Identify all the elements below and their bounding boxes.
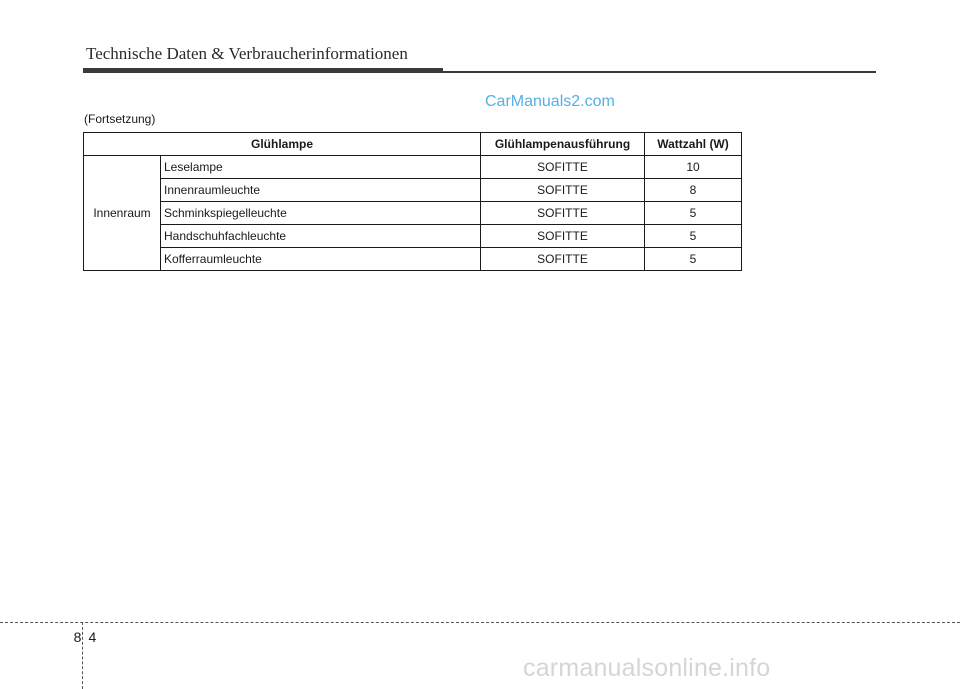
table-row	[84, 179, 742, 202]
continuation-label: (Fortsetzung)	[84, 112, 156, 126]
page-number	[72, 629, 98, 645]
bulb-type-cell: SOFITTE	[481, 225, 645, 248]
bulb-wattage-cell: 5	[645, 202, 742, 225]
page-header-title: Technische Daten & Verbraucherinformationen	[86, 44, 408, 63]
bulb-wattage-cell: 10	[645, 156, 742, 179]
bulb-spec-table	[83, 132, 742, 271]
group-cell-interior: Innenraum	[84, 156, 161, 271]
table-row	[84, 202, 742, 225]
bulb-wattage-cell: 5	[645, 248, 742, 271]
bulb-name-cell: Handschuhfachleuchte	[161, 225, 481, 248]
bulb-type-cell: SOFITTE	[481, 156, 645, 179]
bulb-type-cell: SOFITTE	[481, 248, 645, 271]
bulb-type-cell: SOFITTE	[481, 179, 645, 202]
page-chapter-number: 8	[73, 629, 82, 645]
footer-divider-horizontal	[0, 622, 960, 623]
bulb-name-cell: Schminkspiegelleuchte	[161, 202, 481, 225]
header-rule-thin	[83, 71, 876, 73]
bulb-name-cell: Leselampe	[161, 156, 481, 179]
column-header-bulb-type: Glühlampenausführung	[481, 133, 645, 156]
bulb-type-cell: SOFITTE	[481, 202, 645, 225]
table-row	[84, 156, 742, 179]
bulb-name-cell: Kofferraumleuchte	[161, 248, 481, 271]
footer-watermark: carmanualsonline.info	[523, 654, 771, 682]
watermark-logo[interactable]: CarManuals2.com	[485, 93, 615, 110]
column-header-wattage: Wattzahl (W)	[645, 133, 742, 156]
table-header-row	[84, 133, 742, 156]
table-row	[84, 225, 742, 248]
bulb-name-cell: Innenraumleuchte	[161, 179, 481, 202]
table-row	[84, 248, 742, 271]
page-index-number: 4	[88, 629, 97, 645]
bulb-wattage-cell: 5	[645, 225, 742, 248]
bulb-wattage-cell: 8	[645, 179, 742, 202]
column-header-bulb: Glühlampe	[84, 133, 481, 156]
